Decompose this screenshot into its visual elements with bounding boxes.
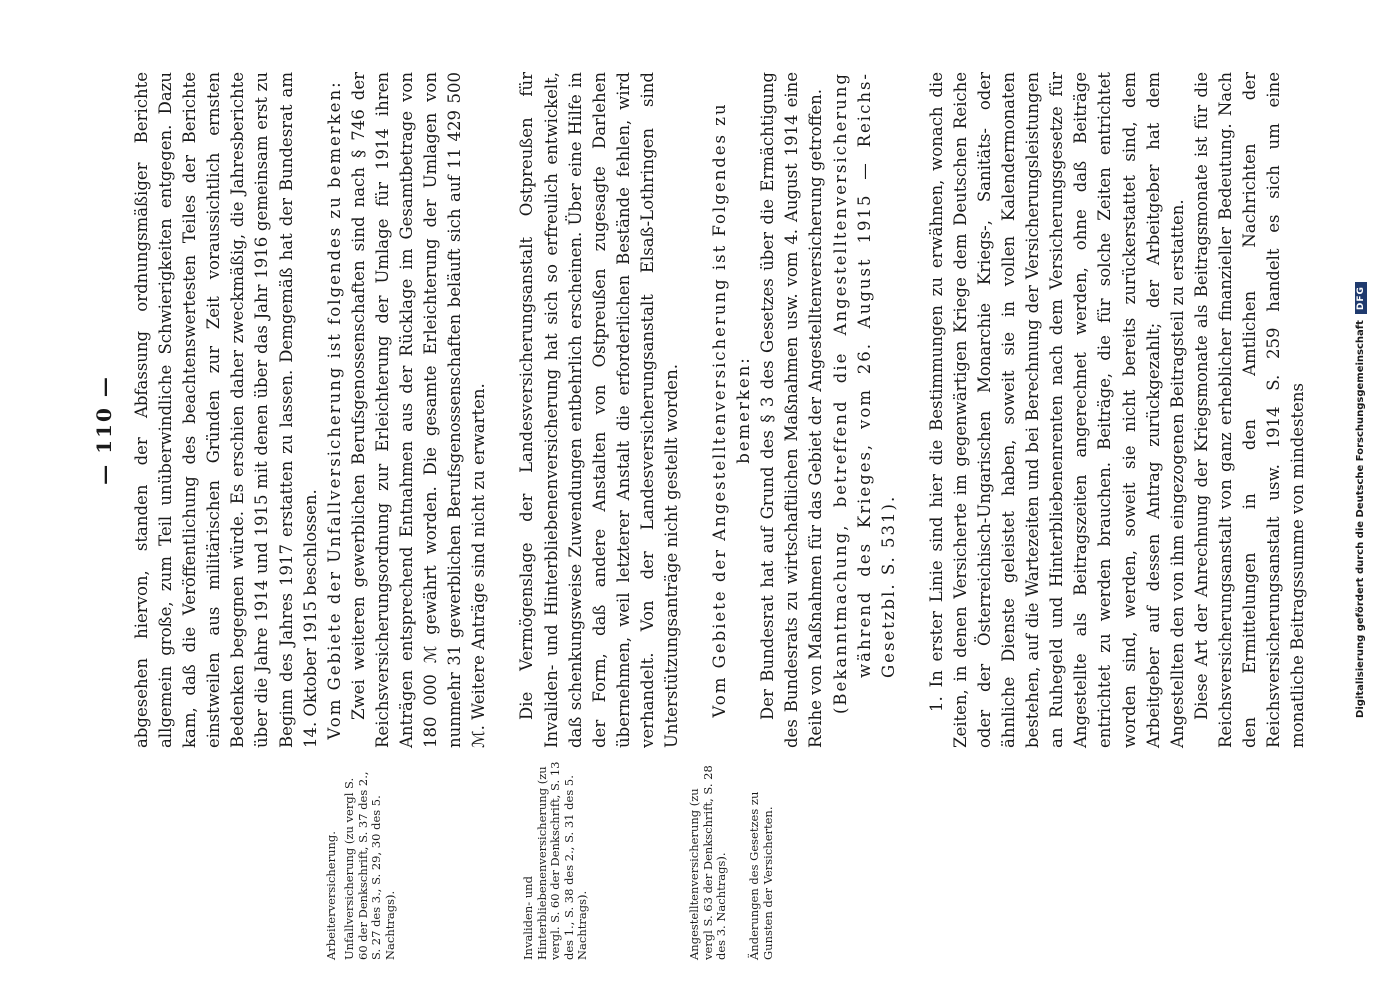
digitization-footer [1355,0,1367,1000]
footer-text: Digitalisierung gefördert durch die Deutsche Forschungsgemeinschaft [1355,320,1366,718]
unfall-paragraph: Zwei weiteren gewerblichen Berufsgenossenschaften sind nach § 746 der Reichsversicherungsordnung zur Erleichterung der Umlage für 1914 ihren Anträgen entsprechend Entnahmen aus der Rücklage im Gesamtbetrage von 180 000 ℳ gewährt worden. Die gesamte Erleichterung der Umlagen von nunmehr 31 gewerblichen Berufsgenossenschaften beläuft sich auf 11 429 500 ℳ. Weitere Anträge sind nicht zu erwarten. [348,72,489,748]
sidenote-unfallversicherung: Unfallversicherung (zu vergl S. 60 der Denkschrift, S. 37 des 2., S. 27 des 3., S. 29, 30 des 5. Nachtrags). [342,771,397,960]
invaliden-paragraph: Die Vermögenslage der Landesversicherungsanstalt Ostpreußen für Invaliden- und Hinterbliebenenversicherung hat sich so erfreulich entwickelt, daß schenkungsweise Zuwendungen entbehrlich erscheinen. Über eine Hilfe in der Form, daß andere Anstalten von Ostpreußen zugesagte Darlehen übernehmen, weil letzterer Anstalt die erforderlichen Bestände fehlen, wird verhandelt. Von der Landesversicherungsanstalt Elsaß-Lothringen sind Unterstützungsanträge nicht gestellt worden. [517,72,681,748]
numbered-item-1: 1. In erster Linie sind hier die Bestimmungen zu erwähnen, wonach die Zeiten, in denen Versicherte im gegenwärtigen Kriege dem Deutschen Reiche oder der Österreichisch-Ungarischen Monarchie Kriegs-, Sanitäts- oder ähnliche Dienste geleistet haben, soweit sie in vollen Kalendermonaten bestehen, auf die Wartezeiten und bei Berechnung der Versicherungsleistungen an Ruhegeld und Hinterbliebenenrenten nach dem Versicherungsgesetze für Angestellte als Beitragszeiten angerechnet werden, ohne daß Beiträge entrichtet zu werden brauchen. Beiträge, die für solche Zeiten entrichtet worden sind, werden, soweit sie nicht bereits zurückerstattet sind, dem Arbeitgeber auf dessen Antrag zurückgezahlt; der Arbeitgeber hat dem Angestellten den von ihm eingezogenen Beitragsteil zu erstatten. [926,72,1187,748]
dfg-logo: DFG [1355,282,1367,314]
sidenote-invalidenversicherung: Invaliden- und Hinterbliebenenversicherung (zu vergl. S. 60 der Denkschrift, S. 13 des 1., S. 38 des 2., S. 31 des 5. Nachtrags). [521,761,590,960]
page-number: — 110 — [92,375,116,485]
bekanntmachung-reference: (Bekanntmachung, betreffend die Angestelltenversicherung während des Krieges, vom 26. August 1915 — Reichs-Gesetzbl. S. 531). [830,72,898,714]
angestellten-paragraph: Der Bundesrat hat auf Grund des § 3 des Gesetzes über die Ermächtigung des Bundesrats zu wirtschaftlichen Maßnahmen usw. vom 4. August 1914 eine Reihe von Maßnahmen für das Gebiet der Angestelltenversicherung getroffen. [758,72,826,748]
anrechnung-paragraph: Diese Art der Anrechnung der Kriegsmonate als Beitragsmonate ist für die Reichsversicherungsanstalt von ganz erheblicher finanzieller Bedeutung. Nach den Ermittelungen in den Amtlichen Nachrichten der Reichsversicherungsanstalt usw. 1914 S. 259 handelt es sich um eine monatliche Beitragssumme von mindestens [1191,72,1308,748]
main-text-column [130,72,1310,748]
angestellten-heading: Vom Gebiete der Angestelltenversicherung ist Folgendes zu bemerken: [710,102,754,718]
sidenote-aenderungen: Änderungen des Gesetzes zu Gunsten der Versicherten. [747,791,775,960]
unfall-heading: Vom Gebiete der Unfallversicherung ist folgendes zu bemerken: [324,80,344,740]
intro-paragraph: abgesehen hiervon, standen der Abfassung ordnungsmäßiger Berichte allgemein große, zum Teil unüberwindliche Schwierigkeiten entgegen. Dazu kam, daß die Veröffentlichung des beachtenswertesten Teiles der Berichte einstweilen aus militärischen Gründen zur Zeit voraussichtlich ernsten Bedenken begegnen würde. Es erschien daher zweckmäßig, die Jahresberichte über die Jahre 1914 und 1915 mit denen über das Jahr 1916 gemeinsam erst zu Beginn des Jahres 1917 erstatten zu lassen. Demgemäß hat der Bundesrat am 14. Oktober 1915 beschlossen. [132,72,320,748]
sidenote-arbeiterversicherung: Arbeiterversicherung. [324,831,338,960]
sidenote-angestelltenversicherung: Angestelltenversicherung (zu vergl S. 63 der Denkschrift, S. 28 des 3. Nachtrags). [687,765,729,960]
